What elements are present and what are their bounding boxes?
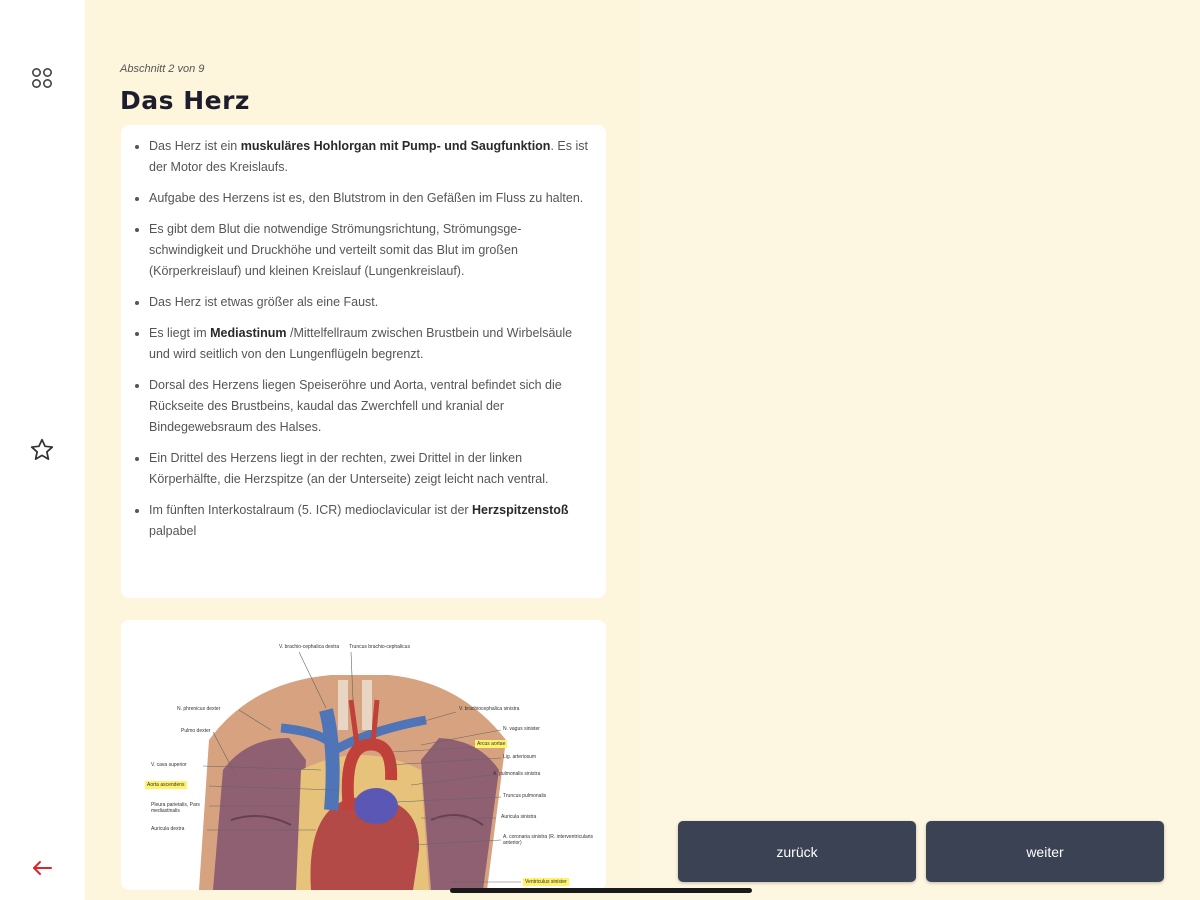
- bullet-text: Es gibt dem Blut die notwendige Strömungsrichtung, Strömungsgeschwindigkeit und Druckhöhe und verteilt somit das Blut im großen (Körperkreislauf) und kleinen Kreislauf (Lungenkreislauf).: [149, 222, 522, 278]
- bullet-text: palpabel: [149, 524, 197, 538]
- figure-label: Auricula sinistra: [501, 814, 537, 820]
- text-card: [121, 125, 606, 598]
- right-pane: [640, 0, 1200, 900]
- bullet-item: [149, 323, 590, 365]
- back-arrow-icon[interactable]: [28, 854, 56, 882]
- figure-label-highlighted: Aorta ascendens: [147, 782, 185, 788]
- bullet-item: [149, 500, 590, 542]
- back-button[interactable]: zurück: [678, 821, 916, 882]
- bullet-text: . Es ist der Motor des Kreislaufs.: [149, 139, 588, 174]
- figure-label: N. vagus sinister: [503, 726, 540, 732]
- section-counter: Abschnitt 2 von 9: [120, 63, 205, 75]
- figure-label: A. pulmonalis sinistra: [493, 771, 541, 777]
- bullet-bold-text: Mediastinum: [210, 326, 287, 340]
- bullet-bold-text: Herzspitzenstoß: [472, 503, 569, 517]
- bullet-item: [149, 448, 590, 490]
- figure-label: Truncus pulmonalis: [503, 793, 547, 799]
- grid-menu-icon[interactable]: [28, 64, 56, 92]
- figure-label-highlighted: Arcus aortae: [477, 741, 506, 747]
- bullet-list: [121, 125, 606, 542]
- bullet-text: Aufgabe des Herzens ist es, den Blutstrom in den Gefäßen im Fluss zu halten.: [149, 191, 584, 205]
- figure-label: A. coronaria sinistra (R. interventricularis anterior): [503, 834, 594, 846]
- bullet-text: /Mittelfellraum zwischen Brustbein und Wirbelsäule und wird seitlich von den Lungenflügeln begrenzt.: [149, 326, 573, 361]
- next-button[interactable]: weiter: [926, 821, 1164, 882]
- figure-label: Auricula dextra: [151, 826, 185, 832]
- home-indicator[interactable]: [450, 888, 752, 893]
- bullet-item: [149, 292, 590, 313]
- figure-label: N. phrenicus dexter: [177, 706, 221, 712]
- bullet-text: Es liegt im: [149, 326, 211, 340]
- bullet-item: [149, 375, 590, 438]
- figure-label: V. brachiocephalica sinistra: [459, 706, 520, 712]
- bullet-text: Ein Drittel des Herzens liegt in der rechten, zwei Drittel in der linken Körperhälfte, die Herzspitze (an der Unterseite) zeigt leicht nach ventral.: [149, 451, 549, 486]
- bullet-bold-text: muskuläres Hohlorgan mit Pump- und Saugfunktion: [240, 139, 551, 153]
- lesson-content: [85, 0, 640, 900]
- star-bookmark-icon[interactable]: [28, 436, 56, 464]
- bullet-text: Im fünften Interkostalraum (5. ICR) medioclavicular ist der: [149, 503, 473, 517]
- figure-label: Pleura parietalis, Pars mediastinalis: [151, 802, 200, 814]
- figure-label: Pulmo dexter: [181, 728, 211, 734]
- page-title: Das Herz: [120, 86, 250, 115]
- bullet-text: Das Herz ist etwas größer als eine Faust.: [149, 295, 379, 309]
- figure-label: V. brachio-cephalica dextra: [279, 644, 340, 650]
- figure-label-highlighted: Ventriculus sinister: [525, 879, 567, 885]
- figure-label: Truncus brachio-cephalicus: [349, 644, 410, 650]
- bullet-text: Das Herz ist ein: [149, 139, 241, 153]
- bullet-item: [149, 136, 590, 178]
- bullet-text: Dorsal des Herzens liegen Speiseröhre und Aorta, ventral befindet sich die Rückseite des Brustbeins, kaudal das Zwerchfell und kranial der Bindegewebsraum des Halses.: [149, 378, 562, 434]
- figure-label: V. cava superior: [151, 762, 187, 768]
- sidebar: [0, 0, 85, 900]
- anatomy-figure: [121, 620, 606, 890]
- bullet-item: [149, 188, 590, 209]
- figure-label: Lig. arteriosum: [503, 754, 537, 760]
- bullet-item: [149, 219, 590, 282]
